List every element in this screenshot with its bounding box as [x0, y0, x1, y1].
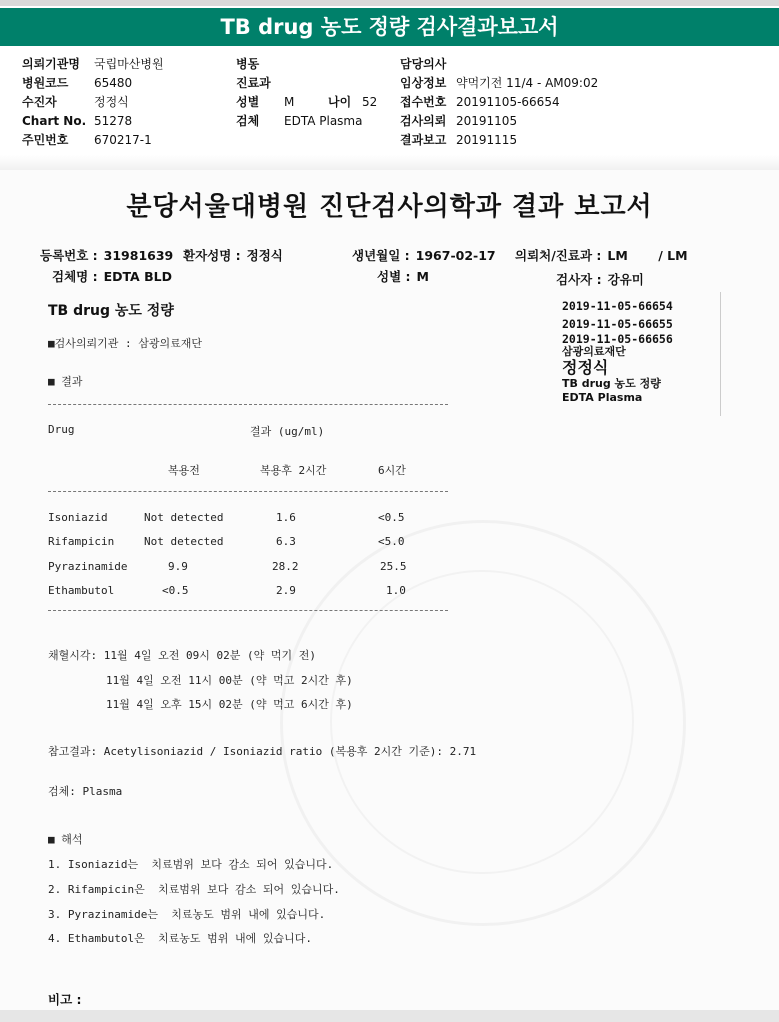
- result-column-header: 결과 (ug/ml): [250, 425, 325, 438]
- info-row-receipt: [400, 93, 598, 112]
- test-name: TB drug 농도 정량: [48, 303, 174, 319]
- value-6h: <5.0: [378, 535, 405, 548]
- value-6h: 1.0: [386, 584, 406, 597]
- info-column-2: [236, 55, 377, 131]
- info-value: 52: [362, 95, 378, 109]
- field-label: 환자성명 :: [183, 248, 241, 263]
- dash-line: [48, 491, 448, 492]
- drug-name: Rifampicin: [48, 535, 115, 548]
- interpretation-item: 4. Ethambutol은 치료농도 범위 내에 있습니다.: [48, 932, 312, 945]
- info-value: 20191105: [456, 114, 518, 128]
- value-pre: <0.5: [162, 584, 189, 597]
- info-value: EDTA Plasma: [284, 114, 363, 128]
- info-row-chart-no: [22, 112, 164, 131]
- field-value: 31981639: [103, 248, 174, 263]
- info-value: 20191105-66654: [456, 95, 560, 109]
- value-2h: 1.6: [276, 511, 296, 524]
- field-value: 1967-02-17: [415, 248, 496, 263]
- value-2h: 28.2: [272, 560, 299, 573]
- interpretation-item: 2. Rifampicin은 치료범위 보다 감소 되어 있습니다.: [48, 883, 340, 896]
- sampling-time-3: 11월 4일 오후 15시 02분 (약 먹고 6시간 후): [106, 698, 353, 711]
- info-label: 임상정보: [400, 76, 447, 90]
- sex-field: [377, 267, 429, 285]
- dash-line: [48, 610, 448, 611]
- value-6h: <0.5: [378, 511, 405, 524]
- stamp-lab: 삼광의료재단: [562, 345, 626, 358]
- info-value: 670217-1: [94, 133, 152, 147]
- field-value: M: [416, 269, 429, 284]
- field-label: 생년월일 :: [352, 248, 410, 263]
- value-pre: Not detected: [144, 511, 224, 524]
- info-label: 검체: [236, 114, 260, 128]
- field-label: 성별 :: [377, 269, 411, 284]
- stamp-test: TB drug 농도 정량: [562, 377, 661, 390]
- info-label: 의뢰기관명: [22, 57, 80, 71]
- stamp-id: 2019-11-05-66655: [562, 317, 673, 331]
- window-top-strip: [0, 0, 779, 6]
- specimen-stamp: [562, 297, 673, 405]
- field-value: LM / LM: [607, 248, 688, 263]
- section-divider: [0, 155, 779, 171]
- info-label: 수진자: [22, 95, 57, 109]
- info-row-ward: [236, 55, 377, 74]
- value-pre: Not detected: [144, 535, 224, 548]
- interpretation-header: ■ 해석: [48, 833, 83, 846]
- interpretation-item: 1. Isoniazid는 치료범위 보다 감소 되어 있습니다.: [48, 858, 334, 871]
- info-value: 약먹기전 11/4 - AM09:02: [456, 76, 599, 90]
- report-title: TB drug 농도 정량 검사결과보고서: [0, 8, 779, 46]
- stamp-id: 2019-11-05-66656: [562, 332, 673, 346]
- drug-name: Ethambutol: [48, 584, 115, 597]
- info-label: 병원코드: [22, 76, 69, 90]
- info-row-report: [400, 131, 598, 150]
- value-pre: 9.9: [168, 560, 188, 573]
- ordering-field: [515, 246, 688, 264]
- scan-bottom-edge: [0, 1010, 779, 1022]
- info-value: 65480: [94, 76, 133, 90]
- info-row-dept: [236, 74, 377, 93]
- specimen-field: [52, 267, 172, 285]
- info-label: 담당의사: [400, 57, 447, 71]
- time-col-6h: 6시간: [378, 464, 406, 477]
- field-value: EDTA BLD: [103, 269, 172, 284]
- info-value: 51278: [94, 114, 133, 128]
- info-row-request: [400, 112, 598, 131]
- info-value: 국립마산병원: [94, 57, 164, 71]
- dash-line: [48, 404, 448, 405]
- field-label: 검사자 :: [556, 272, 602, 287]
- value-2h: 2.9: [276, 584, 296, 597]
- info-row-patient: [22, 93, 164, 112]
- remark-label: 비고 :: [48, 992, 82, 1007]
- info-label: 검사의뢰: [400, 114, 447, 128]
- info-value: 정정식: [94, 95, 129, 109]
- info-label: 병동: [236, 57, 260, 71]
- scan-hospital-title: 분당서울대병원 진단검사의학과 결과 보고서: [126, 192, 653, 222]
- drug-column-header: Drug: [48, 423, 75, 436]
- info-value: M: [284, 95, 295, 109]
- info-row-sex-age: [236, 93, 377, 112]
- info-row-specimen: [236, 112, 377, 131]
- info-value: 20191115: [456, 133, 518, 147]
- result-header: ■ 결과: [48, 375, 83, 388]
- field-label: 의뢰처/진료과 :: [515, 248, 602, 263]
- sampling-time-1: 채혈시각: 11월 4일 오전 09시 02분 (약 먹기 전): [48, 649, 316, 662]
- value-6h: 25.5: [380, 560, 407, 573]
- tester-field: [556, 270, 644, 288]
- info-row-hospital-code: [22, 74, 164, 93]
- drug-name: Pyrazinamide: [48, 560, 128, 573]
- stamp-name: 정정식: [562, 358, 609, 377]
- info-label: 접수번호: [400, 95, 447, 109]
- specimen-line: 검체: Plasma: [48, 785, 123, 798]
- info-row-resident-no: [22, 131, 164, 150]
- info-column-3: [400, 55, 598, 150]
- stamp-border: [720, 292, 721, 416]
- info-label: 결과보고: [400, 133, 447, 147]
- field-label: 검체명 :: [52, 269, 98, 284]
- drug-name: Isoniazid: [48, 511, 108, 524]
- info-label: Chart No.: [22, 114, 87, 128]
- sampling-time-2: 11월 4일 오전 11시 00분 (약 먹고 2시간 후): [106, 674, 353, 687]
- reg-no-field: [40, 246, 173, 264]
- info-column-1: [22, 55, 164, 150]
- info-label: 성별: [236, 95, 260, 109]
- info-label: 주민번호: [22, 133, 69, 147]
- info-label: 나이: [328, 95, 352, 109]
- info-row-doctor: [400, 55, 598, 74]
- patient-name-field: [183, 246, 283, 264]
- info-row-institution: [22, 55, 164, 74]
- info-label: 진료과: [236, 76, 271, 90]
- watermark-seal-inner: [330, 570, 634, 874]
- reference-result: 참고결과: Acetylisoniazid / Isoniazid ratio (복용후 2시간 기준): 2.71: [48, 745, 477, 758]
- stamp-id: 2019-11-05-66654: [562, 299, 673, 313]
- field-value: 정정식: [246, 248, 283, 263]
- info-row-clinical: [400, 74, 598, 93]
- value-2h: 6.3: [276, 535, 296, 548]
- time-col-pre: 복용전: [168, 464, 200, 477]
- time-col-2h: 복용후 2시간: [260, 464, 327, 477]
- field-label: 등록번호 :: [40, 248, 98, 263]
- stamp-specimen: EDTA Plasma: [562, 391, 643, 404]
- field-value: 강유미: [607, 272, 644, 287]
- lab-line: ■검사의뢰기관 : 삼광의료재단: [48, 337, 203, 350]
- dob-field: [352, 246, 496, 264]
- interpretation-item: 3. Pyrazinamide는 치료농도 범위 내에 있습니다.: [48, 908, 326, 921]
